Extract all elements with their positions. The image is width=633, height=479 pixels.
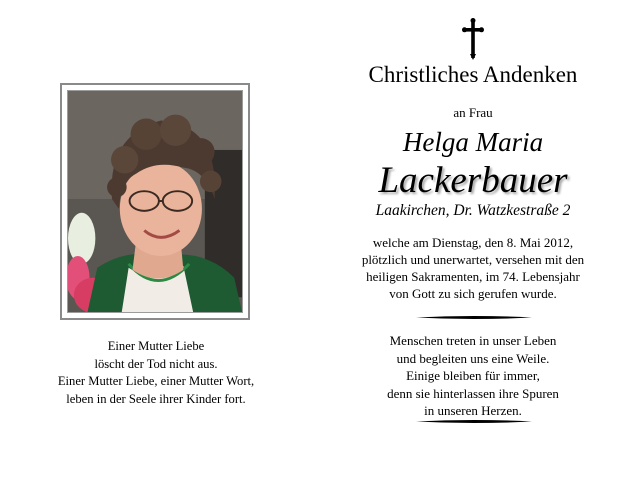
obituary-line: plötzlich und unerwartet, versehen mit den (361, 252, 585, 267)
address: Laakirchen, Dr. Watzkestraße 2 (375, 202, 571, 219)
left-poem-line: Einer Mutter Liebe, einer Mutter Wort, (57, 374, 255, 388)
salutation: an Frau (453, 105, 493, 120)
ornamental-divider (416, 419, 532, 424)
right-poem-line: und begleiten uns eine Weile. (396, 350, 550, 366)
right-poem-line: denn sie hinterlassen ihre Spuren (387, 385, 559, 401)
right-poem-line: in unseren Herzen. (424, 403, 522, 418)
right-poem-line: Einige bleiben für immer, (406, 368, 540, 383)
ornamental-divider (416, 315, 532, 320)
obituary-text (322, 234, 624, 302)
surname: Lackerbauer (378, 160, 568, 201)
obituary-line: heiligen Sakramenten, im 74. Lebensjahr (366, 269, 580, 284)
cross-icon (462, 18, 484, 60)
left-poem-line: Einer Mutter Liebe (107, 339, 205, 353)
right-poem-line: Menschen treten in unser Leben (389, 333, 557, 348)
portrait-photo-frame (60, 83, 250, 320)
obituary-line: welche am Dienstag, den 8. Mai 2012, (372, 235, 574, 250)
portrait-photo (67, 90, 243, 313)
given-names: Helga Maria (402, 127, 544, 157)
portrait-illustration (68, 91, 242, 312)
left-poem-line: löscht der Tod nicht aus. (94, 356, 218, 371)
left-poem (30, 338, 282, 408)
page-title: Christliches Andenken (368, 62, 578, 87)
left-poem-line: leben in der Seele ihrer Kinder fort. (66, 391, 246, 406)
right-poem (322, 332, 624, 420)
obituary-line: von Gott zu sich gerufen wurde. (389, 286, 557, 301)
